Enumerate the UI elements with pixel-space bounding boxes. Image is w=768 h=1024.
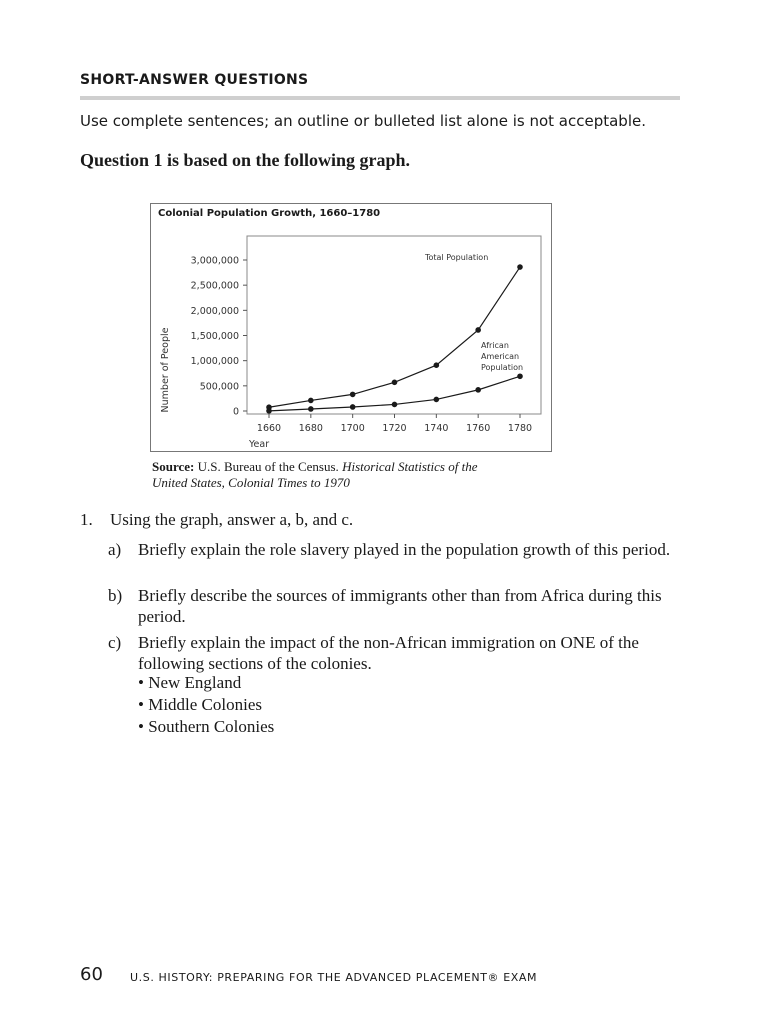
y-tick-label: 0	[232, 406, 239, 418]
source-publisher: U.S. Bureau of the Census.	[197, 459, 339, 474]
source-title-line1: Historical Statistics of the	[342, 459, 478, 474]
plot-area	[247, 236, 541, 414]
y-tick-label: 2,000,000	[190, 305, 239, 317]
x-tick-label: 1720	[382, 423, 407, 434]
y-tick-label: 2,500,000	[190, 280, 239, 292]
x-tick-label: 1780	[507, 423, 533, 434]
x-tick-label: 1700	[340, 423, 365, 434]
data-point	[475, 327, 481, 333]
list-item: • New England	[138, 673, 242, 692]
instructions-text: Use complete sentences; an outline or bulleted list alone is not acceptable.	[80, 112, 646, 130]
question-text: Using the graph, answer a, b, and c.	[110, 510, 354, 529]
chart-title: Colonial Population Growth, 1660–1780	[158, 208, 381, 219]
y-tick-label: 3,000,000	[190, 255, 239, 267]
data-point	[434, 362, 440, 368]
source-label: Source:	[152, 459, 195, 474]
part-text: Briefly describe the sources of immigrants other than from Africa during this period.	[138, 586, 662, 626]
x-tick-label: 1760	[466, 423, 491, 434]
part-letter: b)	[108, 586, 123, 605]
list-item: • Middle Colonies	[138, 695, 263, 714]
y-tick-label: 1,000,000	[190, 356, 239, 368]
section-divider	[80, 96, 680, 100]
chart-source	[152, 459, 572, 491]
data-point	[434, 397, 440, 403]
x-tick-label: 1740	[424, 423, 449, 434]
question-number: 1.	[80, 510, 93, 529]
question-part-b	[108, 585, 688, 627]
question-part-c	[108, 632, 688, 674]
x-axis-label: Year	[249, 439, 270, 450]
part-letter: a)	[108, 540, 122, 559]
list-item: • Southern Colonies	[138, 717, 275, 736]
data-point	[392, 402, 398, 408]
data-point	[517, 264, 523, 270]
chart-frame	[150, 203, 552, 452]
section-title: SHORT-ANSWER QUESTIONS	[80, 72, 309, 88]
data-point	[517, 373, 523, 379]
colony-sections-list	[138, 672, 274, 738]
page-number: 60	[80, 964, 103, 985]
data-point	[392, 380, 398, 386]
y-tick-label: 1,500,000	[190, 331, 239, 342]
data-point	[350, 392, 356, 398]
x-tick-label: 1660	[256, 423, 282, 434]
data-point	[308, 398, 314, 404]
annotation-african: African	[481, 341, 509, 350]
annotation-american: American	[481, 352, 520, 361]
population-line-chart	[151, 204, 551, 451]
source-title-line2: United States, Colonial Times to 1970	[152, 475, 350, 490]
data-point	[475, 387, 481, 393]
data-point	[350, 404, 356, 410]
annotation-total-population: Total Population	[425, 253, 489, 262]
data-point	[308, 406, 314, 412]
question-intro: Question 1 is based on the following graph.	[80, 150, 411, 170]
part-letter: c)	[108, 633, 122, 652]
question-part-a	[108, 539, 688, 560]
data-point	[266, 408, 272, 414]
annotation-population: Population	[481, 363, 524, 372]
book-title: U.S. HISTORY: PREPARING FOR THE ADVANCED PLACEMENT® EXAM	[130, 971, 538, 984]
x-tick-label: 1680	[298, 423, 323, 434]
y-axis-label: Number of People	[160, 327, 171, 413]
y-tick-label: 500,000	[199, 381, 239, 393]
part-text: Briefly explain the role slavery played in the population growth of this period.	[138, 540, 671, 559]
series-line-0	[269, 267, 520, 407]
part-text: Briefly explain the impact of the non-African immigration on ONE of the following sections of the colonies.	[138, 633, 639, 673]
